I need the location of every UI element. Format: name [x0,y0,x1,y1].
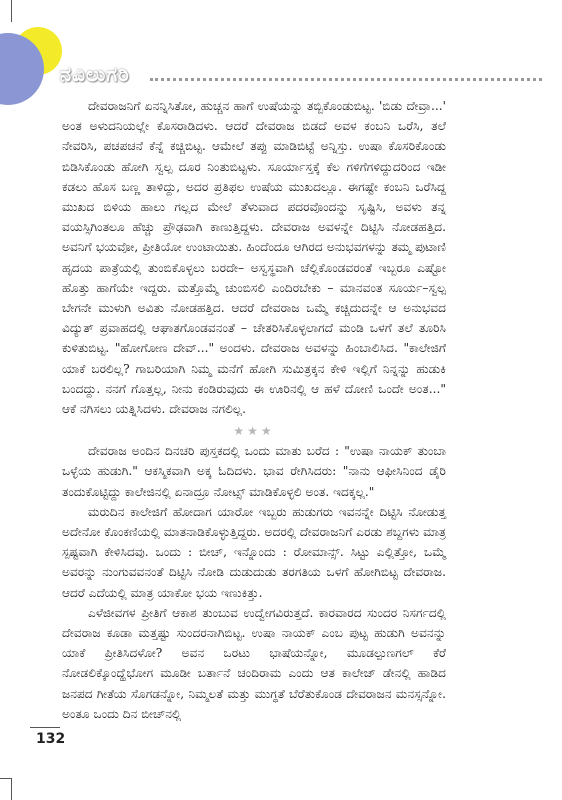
header-dotted-rule [150,78,542,81]
paragraph-1: ದೇವರಾಜನಿಗೆ ಏನನ್ನಿಸಿತೋ, ಹುಚ್ಚನ ಹಾಗೆ ಉಷೆಯನ್ನು ತಬ್ಬಿಕೊಂಡುಬಿಟ್ಟ. 'ಬಿಡು ದೇವ್ರಾ...' ಅಂತ ಅಳುದನಿಯಲ್ಲೇ ಕೊಸರಾಡಿದಳು. ಆದರೆ ದೇವರಾಜ ಬಿಡದೆ ಅವಳ ಕಂಬನಿ ಒರೆಸಿ, ತಲೆ ನೇವರಿಸಿ, ಪಚಪಚನೆ ಕೆನ್ನೆ ಕಚ್ಚಿಬಿಟ್ಟ. ಆಮೇಲೆ ತಪ್ಪು ಮಾಡಿಬಿಟ್ಟೆ ಅನ್ನಿಸ್ತು. ಉಷಾ ಕೊಸರಿಕೊಂಡು ಬಿಡಿಸಿಕೊಂಡು ಹೋಗಿ ಸ್ವಲ್ಪ ದೂರ ನಿಂತುಬಿಟ್ಟಳು. ಸೂರ್ಯಾಸ್ತಕ್ಕೆ ಕೆಲ ಗಳಿಗೆಗಳಿದ್ದುದರಿಂದ ಇಡೀ ಕಡಲು ಹೊಸ ಬಣ್ಣ ತಾಳಿದ್ದು, ಅದರ ಪ್ರತಿಫಲ ಉಷೆಯ ಮುಖದಲ್ಲೂ. ಈಗಷ್ಟೇ ಕಂಬನಿ ಒರೆಸಿದ್ದ ಮುಖದ ಬಿಳಿಯ ಹಾಲು ಗಲ್ಲದ ಮೇಲೆ ತೆಳುವಾದ ಪದರವೊಂದನ್ನು ಸೃಷ್ಟಿಸಿ, ಅವಳು ತನ್ನ ವಯಸ್ಸಿಗಿಂತಲೂ ಹೆಚ್ಚು ಪ್ರೌಢವಾಗಿ ಕಾಣುತ್ತಿದ್ದಳು. ದೇವರಾಜ ಅವಳನ್ನೇ ದಿಟ್ಟಿಸಿ ನೋಡಹತ್ತಿದ. ಅವನಿಗೆ ಭಯವೋ, ಪ್ರೀತಿಯೋ ಉಂಟಾಯಿತು. ಹಿಂದೆಂದೂ ಆಗಿರದ ಅನುಭವಗಳನ್ನು ತಮ್ಮ ಪುಟಾಣಿ ಹೃದಯ ಪಾತ್ರೆಯಲ್ಲಿ ತುಂಬಿಕೊಳ್ಳಲು ಬರದೇ– ಅಸ್ವಸ್ಥವಾಗಿ ಚೆಲ್ಲಿಕೊಂಡವರಂತೆ ಇಬ್ಬರೂ ಎಷ್ಟೋ ಹೊತ್ತು ಹಾಗೆಯೇ ಇದ್ದರು. ಮತ್ತೊಮ್ಮೆ ಚುಂಬಿಸಲಿ ಎಂದಿರಬೇಕು – ಮಾನವಂತ ಸೂರ್ಯ–ಸ್ವಲ್ಪ ಬೇಗನೇ ಮುಳುಗಿ ಅವಿತು ನೋಡಹತ್ತಿದ. ಆದರೆ ದೇವರಾಜ ಒಮ್ಮೆ ಕಚ್ಚಿದುದನ್ನೇ ಆ ಅನುಭವದ ವಿದ್ಯುತ್ ಪ್ರವಾಹದಲ್ಲಿ ಆಘಾತಗೊಂಡವನಂತೆ – ಚೇತರಿಸಿಕೊಳ್ಳಲಾಗದೆ ಮಂಡಿ ಒಳಗೆ ತಲೆ ತೂರಿಸಿ ಕುಳಿತುಬಿಟ್ಟ. "ಹೋಗೋಣ ದೇವ್..." ಅಂದಳು. ದೇವರಾಜ ಅವಳನ್ನು ಹಿಂಬಾಲಿಸಿದ. "ಕಾಲೇಜಿಗೆ ಯಾಕೆ ಬರಲಿಲ್ಲ? ಗಾಬರಿಯಾಗಿ ನಿಮ್ಮ ಮನೆಗೆ ಹೋಗಿ ಸುಮಿತ್ರಕ್ಕನ ಕೇಳಿ ಇಲ್ಲಿಗೆ ನಿನ್ನನ್ನು ಹುಡುಕಿ ಬಂದದ್ದು. ನನಗೆ ಗೊತ್ತಲ್ಲ, ನೀನು ಕಂಡಿರುವುದು ಈ ಊರಿನಲ್ಲಿ ಆ ಹಳೆ ದೋಣಿ ಒಂದೇ ಅಂತ..." ಆಕೆ ನಗಿಸಲು ಯತ್ನಿಸಿದಳು. ದೇವರಾಜ ನಗಲಿಲ್ಲ. [62,99,446,417]
crop-mark-bottom-left-v [11,778,12,800]
paragraph-4: ಎಳೆಜೀವಗಳ ಪ್ರೀತಿಗೆ ಆಕಾಶ ತುಂಬುವ ಉದ್ವೇಗವಿರುತ್ತದೆ. ಕಾರವಾರದ ಸುಂದರ ನಿಸರ್ಗದಲ್ಲಿ ದೇವರಾಜ ಕೂಡಾ ಮತ್ತಷ್ಟು ಸುಂದರನಾಗಿಬಿಟ್ಟ. ಉಷಾ ನಾಯಕ್ ಎಂಬ ಪುಟ್ಟ ಹುಡುಗಿ ಅವನನ್ನು ಯಾಕೆ ಪ್ರೀತಿಸಿದಳೋ? ಅವನ ಒರಟು ಭಾಷೆಯನ್ನೋ, ಮೂಡಲ್ಪುಣಗಲ್ ಕೆರೆ ನೋಡಲಿಕ್ಕೊಂದ್ಹೆಭೋಗ ಮೂಡೀ ಬರ್ತಾನೆ ಚಂದಿರಾಮ ಎಂದು ಆತ ಕಾಲೇಜ್ ಡೇನಲ್ಲಿ ಹಾಡಿದ ಜನಪದ ಗೀತೆಯ ಸೊಗಡನ್ನೋ, ನಿಮ್ಮಲತೆ ಮತ್ತು ಮುಗ್ಧತೆ ಬೆರೆತುಕೊಂಡ ದೇವರಾಜನ ಮನಸ್ಸನ್ನೋ. ಅಂತೂ ಒಂದು ದಿನ ಬೀಚ್‌ನಲ್ಲಿ [62,605,446,721]
section-separator: ★★★ [233,424,275,439]
page-number: 132 [36,731,66,747]
article-body [62,96,446,724]
crop-mark-top-left-v [11,0,12,22]
crop-mark-bottom-left-h [0,778,12,779]
paragraph-2: ದೇವರಾಜ ಅಂದಿನ ದಿನಚರಿ ಪುಸ್ತಕದಲ್ಲಿ ಒಂದು ಮಾತು ಬರೆದ : "ಉಷಾ ನಾಯಕ್ ತುಂಬಾ ಒಳ್ಳೆಯ ಹುಡುಗಿ." ಆಕಸ್ಮಿಕವಾಗಿ ಅಕ್ಕ ಓದಿದಳು. ಭಾವ ರೇಗಿಸಿದರು: "ನಾನು ಆಫೀಸಿನಿಂದ ಡೈರಿ ತಂದುಕೊಟ್ಟಿದ್ದು ಕಾಲೇಜಿನಲ್ಲಿ ಏನಾದ್ರೂ ನೋಟ್ಸ್ ಮಾಡಿಕೊಳ್ಳಲಿ ಅಂತ. ಇದಕ್ಕಲ್ಲ." [62,444,446,499]
page-number-rule [30,727,60,728]
paragraph-3: ಮರುದಿನ ಕಾಲೇಜಿಗೆ ಹೋದಾಗ ಯಾರೋ ಇಬ್ಬರು ಹುಡುಗರು ಇವನನ್ನೇ ದಿಟ್ಟಿಸಿ ನೋಡುತ್ತ ಅದೇನೋ ಕೊಂಕಣಿಯಲ್ಲಿ ಮಾತನಾಡಿಕೊಳ್ಳುತ್ತಿದ್ದರು. ಅದರಲ್ಲಿ ದೇವರಾಜನಿಗೆ ಎರಡು ಶಬ್ದಗಳು ಮಾತ್ರ ಸ್ಪಷ್ಟವಾಗಿ ಕೇಳಿಸಿದವು. ಒಂದು : ಬೀಚ್, ಇನ್ನೊಂದು : ರೋಮಾನ್ಸ್. ಸಿಟ್ಟು ಎಲ್ಲಿತ್ತೋ, ಒಮ್ಮೆ ಅವರನ್ನು ನುಂಗುವವನಂತೆ ದಿಟ್ಟಿಸಿ ನೋಡಿ ದುಡುದುಡು ತರಗತಿಯ ಒಳಗೆ ಹೋಗಿಬಿಟ್ಟ ದೇವರಾಜ. ಆದರೆ ಎದೆಯಲ್ಲಿ ಮಾತ್ರ ಯಾಕೋ ಭಯ ಇಣುಕಿತ್ತು. [62,504,446,600]
section-title: ನವಿಲುಗರಿ [60,62,130,86]
